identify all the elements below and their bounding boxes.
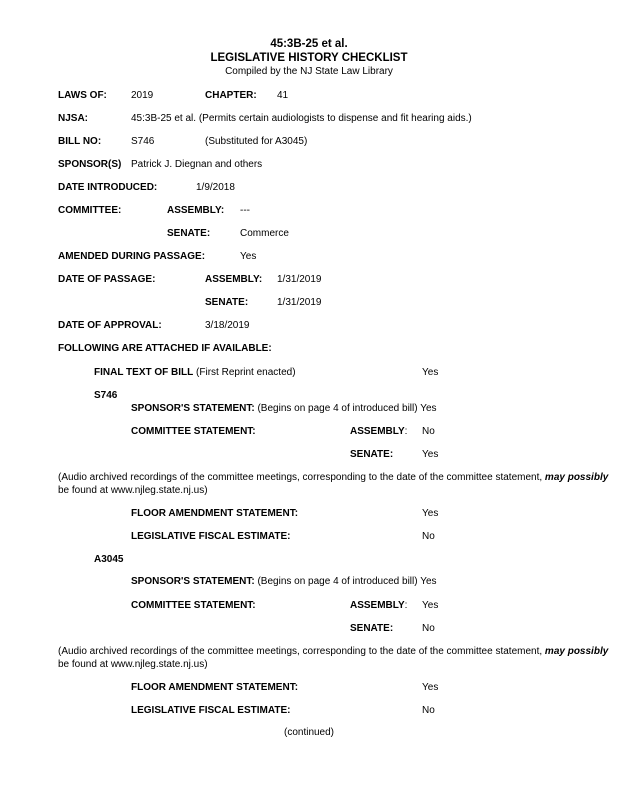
a3045-assembly-label: ASSEMBLY xyxy=(350,600,405,611)
final-text-note: (First Reprint enacted) xyxy=(196,367,296,378)
amended-value: Yes xyxy=(240,251,257,262)
a3045-senate-value: No xyxy=(422,623,435,634)
s746-sponsor-statement-value: Yes xyxy=(420,403,437,414)
s746-floor-amendment-value: Yes xyxy=(422,508,439,519)
sponsors-value: Patrick J. Diegnan and others xyxy=(131,159,263,170)
date-of-approval-value: 3/18/2019 xyxy=(205,320,250,331)
a3045-sponsor-statement-label: SPONSOR'S STATEMENT: xyxy=(131,576,255,587)
passage-senate-value: 1/31/2019 xyxy=(277,297,322,308)
audio-note-emphasis: may possibly xyxy=(544,646,609,657)
committee-assembly-value: --- xyxy=(240,205,250,216)
committee-senate-value: Commerce xyxy=(240,228,289,239)
a3045-committee-statement-label: COMMITTEE STATEMENT: xyxy=(131,600,256,611)
audio-note-line2: be found at www.njleg.state.nj.us) xyxy=(58,485,208,496)
passage-senate-label: SENATE: xyxy=(205,297,249,308)
a3045-fiscal-estimate-label: LEGISLATIVE FISCAL ESTIMATE: xyxy=(131,705,291,716)
a3045-floor-amendment-label: FLOOR AMENDMENT STATEMENT: xyxy=(131,682,299,693)
laws-of-label: LAWS OF: xyxy=(58,90,107,101)
bill-no-note: (Substituted for A3045) xyxy=(205,136,308,147)
audio-note-text: (Audio archived recordings of the committee meetings, corresponding to the date of the committee statement, xyxy=(58,646,543,657)
a3045-assembly-label-row: ASSEMBLY: xyxy=(350,600,408,611)
bill-no-label: BILL NO: xyxy=(58,136,102,147)
final-text-value: Yes xyxy=(422,367,439,378)
s746-fiscal-estimate-label: LEGISLATIVE FISCAL ESTIMATE: xyxy=(131,531,291,542)
a3045-senate-label: SENATE: xyxy=(350,623,394,634)
date-of-passage-label: DATE OF PASSAGE: xyxy=(58,274,156,285)
s746-sponsor-statement-row xyxy=(131,403,437,415)
attached-heading: FOLLOWING ARE ATTACHED IF AVAILABLE: xyxy=(58,343,272,354)
final-text-label: FINAL TEXT OF BILL xyxy=(94,367,194,378)
s746-sponsor-statement-label: SPONSOR'S STATEMENT: xyxy=(131,403,255,414)
amended-label: AMENDED DURING PASSAGE: xyxy=(58,251,206,262)
s746-heading: S746 xyxy=(94,390,118,401)
audio-note-line1 xyxy=(58,472,608,484)
s746-sponsor-statement-note: (Begins on page 4 of introduced bill) xyxy=(257,403,418,414)
s746-assembly-label-row: ASSEMBLY: xyxy=(350,426,408,437)
audio-note-line1 xyxy=(58,646,608,658)
a3045-assembly-value: Yes xyxy=(422,600,439,611)
passage-assembly-value: 1/31/2019 xyxy=(277,274,322,285)
date-introduced-label: DATE INTRODUCED: xyxy=(58,182,158,193)
a3045-sponsor-statement-note: (Begins on page 4 of introduced bill) xyxy=(257,576,418,587)
page-title: LEGISLATIVE HISTORY CHECKLIST xyxy=(210,52,408,64)
date-introduced-value: 1/9/2018 xyxy=(196,182,235,193)
audio-note-line2: be found at www.njleg.state.nj.us) xyxy=(58,659,208,670)
s746-assembly-label: ASSEMBLY xyxy=(350,426,405,437)
compiled-by: Compiled by the NJ State Law Library xyxy=(225,66,393,77)
chapter-label: CHAPTER: xyxy=(205,90,257,101)
s746-committee-statement-label: COMMITTEE STATEMENT: xyxy=(131,426,256,437)
continued-note: (continued) xyxy=(283,727,335,738)
bill-no-value: S746 xyxy=(131,136,155,147)
committee-label: COMMITTEE: xyxy=(58,205,122,216)
chapter-value: 41 xyxy=(277,90,289,101)
final-text-row xyxy=(94,367,296,379)
njsa-value: 45:3B-25 et al. (Permits certain audiologists to dispense and fit hearing aids.) xyxy=(131,113,472,124)
audio-note-text: (Audio archived recordings of the committee meetings, corresponding to the date of the committee statement, xyxy=(58,472,543,483)
s746-assembly-value: No xyxy=(422,426,435,437)
laws-of-value: 2019 xyxy=(131,90,154,101)
s746-floor-amendment-label: FLOOR AMENDMENT STATEMENT: xyxy=(131,508,299,519)
a3045-sponsor-statement-row xyxy=(131,576,437,588)
audio-note-emphasis: may possibly xyxy=(544,472,609,483)
committee-senate-label: SENATE: xyxy=(167,228,211,239)
date-of-approval-label: DATE OF APPROVAL: xyxy=(58,320,162,331)
s746-fiscal-estimate-value: No xyxy=(422,531,435,542)
a3045-sponsor-statement-value: Yes xyxy=(420,576,437,587)
passage-assembly-label: ASSEMBLY: xyxy=(205,274,263,285)
njsa-label: NJSA: xyxy=(58,113,89,124)
s746-senate-label: SENATE: xyxy=(350,449,394,460)
s746-senate-value: Yes xyxy=(422,449,439,460)
citation-heading: 45:3B-25 et al. xyxy=(270,38,348,50)
a3045-floor-amendment-value: Yes xyxy=(422,682,439,693)
a3045-fiscal-estimate-value: No xyxy=(422,705,435,716)
committee-assembly-label: ASSEMBLY: xyxy=(167,205,225,216)
sponsors-label: SPONSOR(S) xyxy=(58,159,122,170)
a3045-heading: A3045 xyxy=(94,554,124,565)
